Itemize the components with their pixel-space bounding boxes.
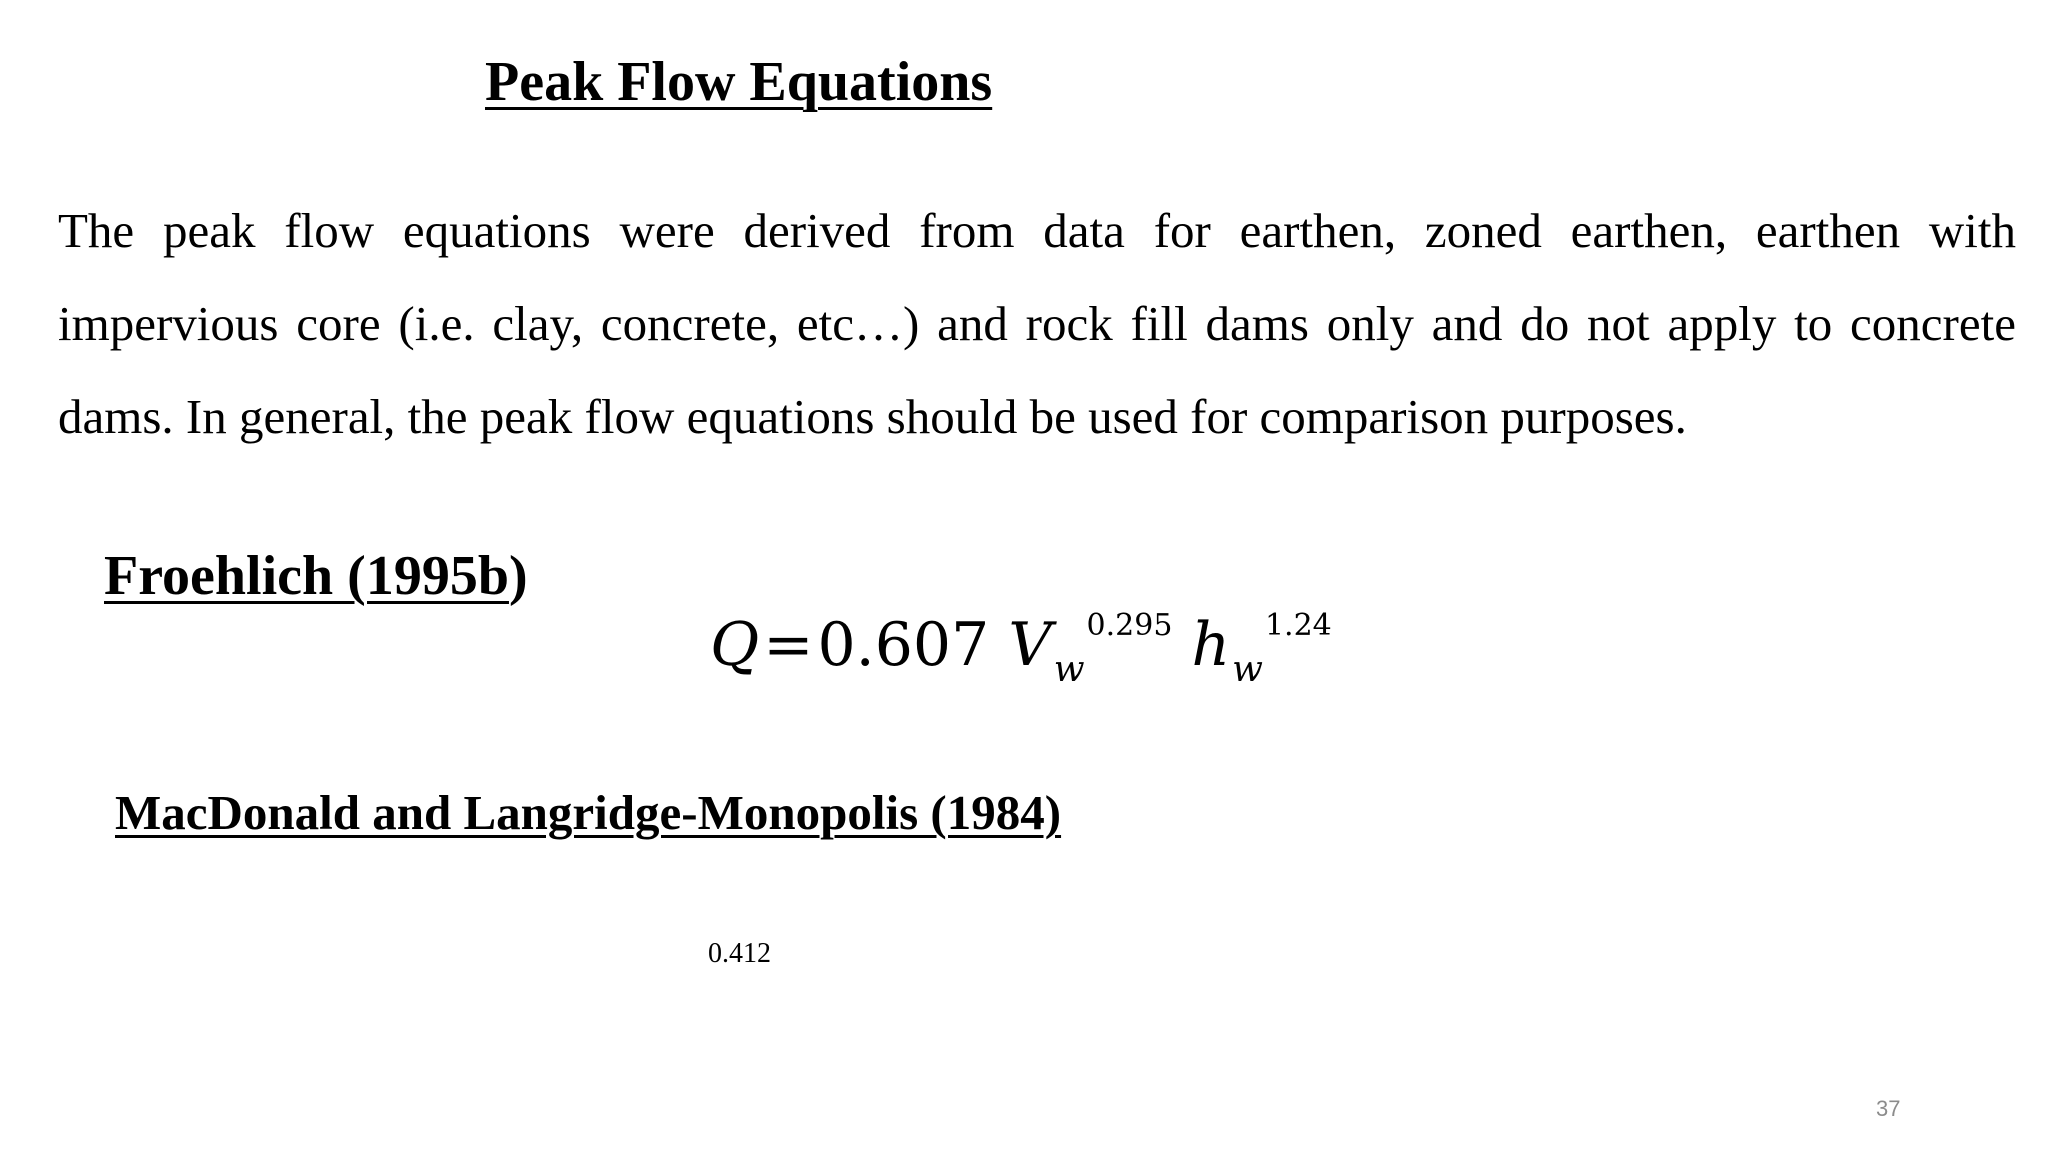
- equation-volume-exponent: 0.295: [1086, 608, 1173, 643]
- froehlich-heading: [104, 544, 528, 608]
- froehlich-heading-text: Froehlich (1995b: [104, 545, 509, 607]
- equation-height-exponent: 1.24: [1264, 608, 1332, 643]
- froehlich-equation: [710, 608, 1332, 690]
- page-number: 37: [1876, 1096, 1901, 1121]
- froehlich-heading-paren: ): [508, 545, 528, 607]
- equation-coefficient: 0.607: [817, 610, 990, 680]
- macdonald-heading: MacDonald and Langridge-Monopolis (1984): [115, 785, 1062, 840]
- intro-paragraph: The peak flow equations were derived from data for earthen, zoned earthen, earthen with impervious core (i.e. clay, concrete, etc…) and rock fill dams only and do not apply to concrete dams. In general, the peak flow equations should be used for comparison purposes.: [58, 203, 2016, 444]
- equation-lhs: Q: [710, 610, 760, 680]
- equation-volume-var: V: [1008, 610, 1052, 680]
- macdonald-exponent-fragment: 0.412: [708, 938, 771, 969]
- slide-title: Peak Flow Equations: [485, 51, 993, 113]
- equation-volume-subscript: w: [1053, 649, 1085, 690]
- equation-height-var: h: [1191, 610, 1231, 680]
- equation-height-subscript: w: [1232, 649, 1263, 690]
- equation-equals: =: [763, 610, 814, 680]
